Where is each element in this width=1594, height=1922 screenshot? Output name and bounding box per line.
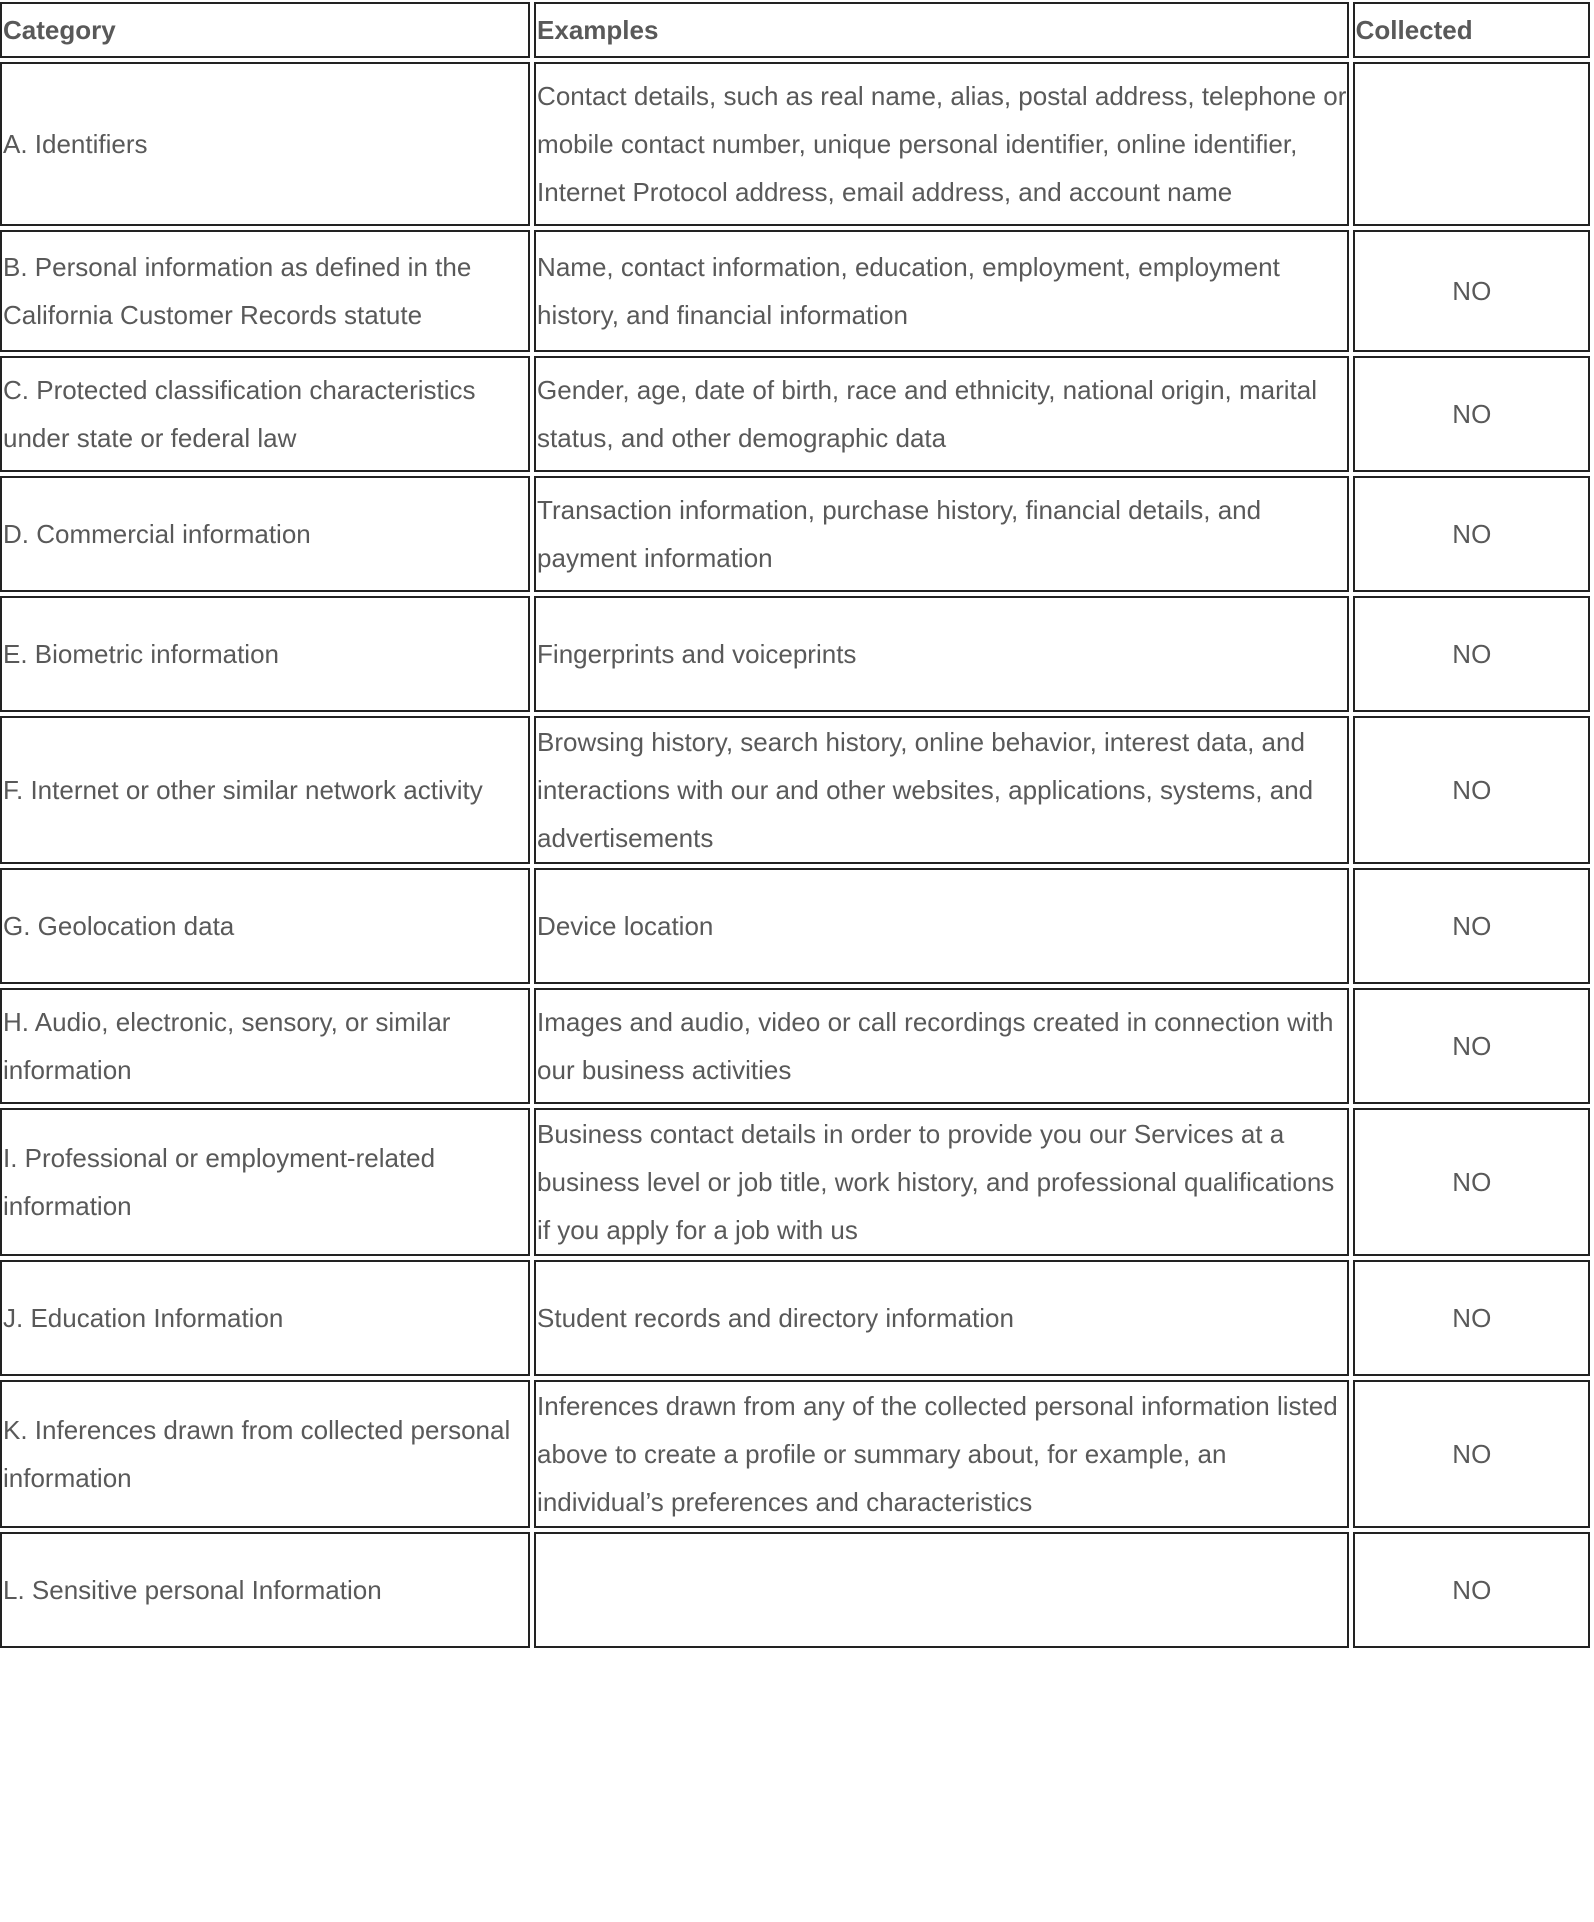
category-cell: D. Commercial information [0, 476, 530, 592]
collected-cell: NO [1353, 1380, 1590, 1528]
examples-cell: Images and audio, video or call recordings created in connection with our business activities [534, 988, 1349, 1104]
examples-cell: Transaction information, purchase history, financial details, and payment information [534, 476, 1349, 592]
category-cell: K. Inferences drawn from collected personal information [0, 1380, 530, 1528]
examples-cell: Browsing history, search history, online behavior, interest data, and interactions with our and other websites, applications, systems, and advertisements [534, 716, 1349, 864]
table-row [0, 1260, 1590, 1376]
table-row [0, 868, 1590, 984]
header-collected: Collected [1353, 2, 1590, 58]
examples-cell: Device location [534, 868, 1349, 984]
category-cell: I. Professional or employment-related information [0, 1108, 530, 1256]
table-row [0, 230, 1590, 352]
examples-cell [534, 1532, 1349, 1648]
collected-cell: NO [1353, 716, 1590, 864]
table-row [0, 356, 1590, 472]
table-header-row [0, 2, 1590, 58]
category-cell: L. Sensitive personal Information [0, 1532, 530, 1648]
examples-cell: Name, contact information, education, employment, employment history, and financial information [534, 230, 1349, 352]
category-cell: C. Protected classification characteristics under state or federal law [0, 356, 530, 472]
collected-cell: NO [1353, 230, 1590, 352]
table-row [0, 1532, 1590, 1648]
examples-cell: Gender, age, date of birth, race and ethnicity, national origin, marital status, and other demographic data [534, 356, 1349, 472]
table-row [0, 62, 1590, 226]
category-cell: H. Audio, electronic, sensory, or similar information [0, 988, 530, 1104]
category-cell: G. Geolocation data [0, 868, 530, 984]
collected-cell: NO [1353, 988, 1590, 1104]
header-examples: Examples [534, 2, 1349, 58]
data-categories-table-wrapper [0, 2, 1594, 1652]
examples-cell: Inferences drawn from any of the collected personal information listed above to create a profile or summary about, for example, an individual’s preferences and characteristics [534, 1380, 1349, 1528]
table-row [0, 476, 1590, 592]
examples-cell: Contact details, such as real name, alias, postal address, telephone or mobile contact number, unique personal identifier, online identifier, Internet Protocol address, email address, and account name [534, 62, 1349, 226]
examples-cell: Business contact details in order to provide you our Services at a business level or job title, work history, and professional qualifications if you apply for a job with us [534, 1108, 1349, 1256]
examples-cell: Fingerprints and voiceprints [534, 596, 1349, 712]
collected-cell: NO [1353, 868, 1590, 984]
collected-cell: NO [1353, 1260, 1590, 1376]
collected-cell: NO [1353, 476, 1590, 592]
category-cell: A. Identifiers [0, 62, 530, 226]
category-cell: E. Biometric information [0, 596, 530, 712]
collected-cell: NO [1353, 356, 1590, 472]
category-cell: J. Education Information [0, 1260, 530, 1376]
collected-cell: NO [1353, 596, 1590, 712]
category-cell: F. Internet or other similar network activity [0, 716, 530, 864]
category-cell: B. Personal information as defined in the California Customer Records statute [0, 230, 530, 352]
collected-cell: NO [1353, 1532, 1590, 1648]
table-row [0, 716, 1590, 864]
collected-cell: NO [1353, 1108, 1590, 1256]
examples-cell: Student records and directory information [534, 1260, 1349, 1376]
header-category: Category [0, 2, 530, 58]
table-row [0, 1380, 1590, 1528]
table-row [0, 596, 1590, 712]
table-row [0, 1108, 1590, 1256]
collected-cell [1353, 62, 1590, 226]
table-row [0, 988, 1590, 1104]
